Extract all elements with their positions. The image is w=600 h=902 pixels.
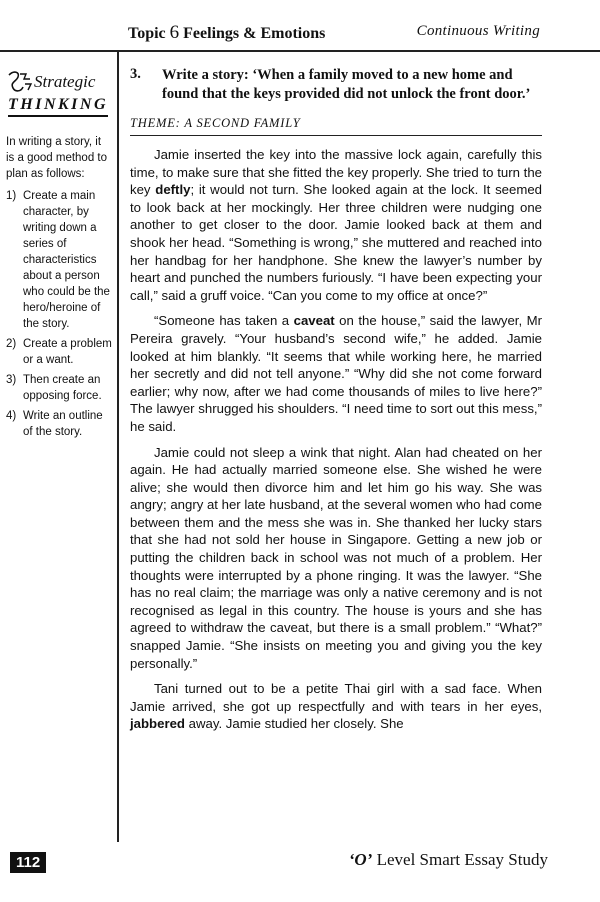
topic-heading (128, 22, 325, 44)
strategic-thinking-sidebar (6, 66, 112, 444)
book-title: ‘O’ Level Smart Essay Study (348, 850, 548, 869)
topic-number: 6 (169, 22, 180, 43)
story-body (130, 146, 542, 733)
list-item: 1) Create a main character, by writing down a series of characteristics about a person who could be the hero/heroine of the story. (6, 190, 110, 330)
vocab-word: deftly (155, 182, 191, 198)
story-paragraph: Jamie inserted the key into the massive lock again, carefully this time, to make sure that she fitted the key properly. She tried to turn the key deftly; it would not turn. She looked again at the lock. It seemed to look back at her mockingly. Her three children were nudging one another to get closer to the door. Jamie looked back at them and shook her head. “Something is wrong,” she muttered and reached into her handbag for her handphone. She knew the lawyer’s number by heart and punched the numbers furiously. “I have been expecting your call,” said a gruff voice. “Can you come to my office at once?” (130, 147, 543, 303)
list-item: 3) Then create an opposing force. (6, 374, 102, 402)
vocab-word: jabbered (130, 716, 185, 732)
vocab-word: caveat (293, 313, 335, 329)
column-divider (117, 52, 119, 842)
page-header (128, 22, 540, 46)
topic-label: Topic (128, 25, 166, 42)
header-divider (0, 50, 600, 52)
page-number: 112 (10, 852, 46, 873)
story-paragraph: “Someone has taken a caveat on the house,” said the lawyer, Mr Pereira gravely. “Your husband’s second wife,” he added. Jamie looked at him blankly. “It seems that while working here, he married her secretly and did not tell anyone.” “Why did she not come forward earlier; why now, after we had come thousands of miles to live here?” The lawyer shrugged his shoulders. “I need time to sort out this mess,” he said. (130, 313, 542, 434)
question-number: 3. (130, 66, 141, 82)
planning-steps (6, 188, 112, 440)
brand-thinking: THINKING (8, 96, 108, 117)
topic-title: Feelings & Emotions (183, 25, 326, 42)
strategic-thinking-logo (6, 66, 112, 126)
section-title: Continuous Writing (416, 23, 540, 39)
story-paragraph: Tani turned out to be a petite Thai girl with a sad face. When Jamie arrived, she got up respectfully and with tears in her eyes, jabbered away. Jamie studied her closely. She (130, 681, 542, 732)
list-item: 4) Write an outline of the story. (6, 410, 103, 438)
sidebar-intro: In writing a story, it is a good method to plan as follows: (6, 136, 108, 180)
brand-strategic: Strategic (34, 72, 96, 91)
theme-heading: THEME: A SECOND FAMILY (130, 116, 542, 136)
story-paragraph: Jamie could not sleep a wink that night. Alan had cheated on her again. He had actually married someone else. She wished he were alive; she would then divorce him and let him go his way. She was angry; angry at her late husband, at the several women who had come between them and the mess she was in. She thanked her lucky stars that she had not sold her house in Singapore. Getting a new job or putting the children back in school was not much of a problem. Her thoughts were interrupted by a phone ringing. It was the lawyer. “She has no real claim; the marriage was only a native ceremony and is not recognised as legal in this country. The house is yours and she has agreed to withdraw the caveat, but there is a small problem.” “What?” snapped Jamie. “She insists on meeting you and giving you the key personally.” (130, 444, 542, 671)
list-item: 2) Create a problem or a want. (6, 338, 112, 366)
question (130, 66, 542, 104)
question-text: Write a story: ‘When a family moved to a new home and found that the keys provided did not unlock the front door.’ (162, 67, 531, 102)
main-content (130, 66, 542, 733)
